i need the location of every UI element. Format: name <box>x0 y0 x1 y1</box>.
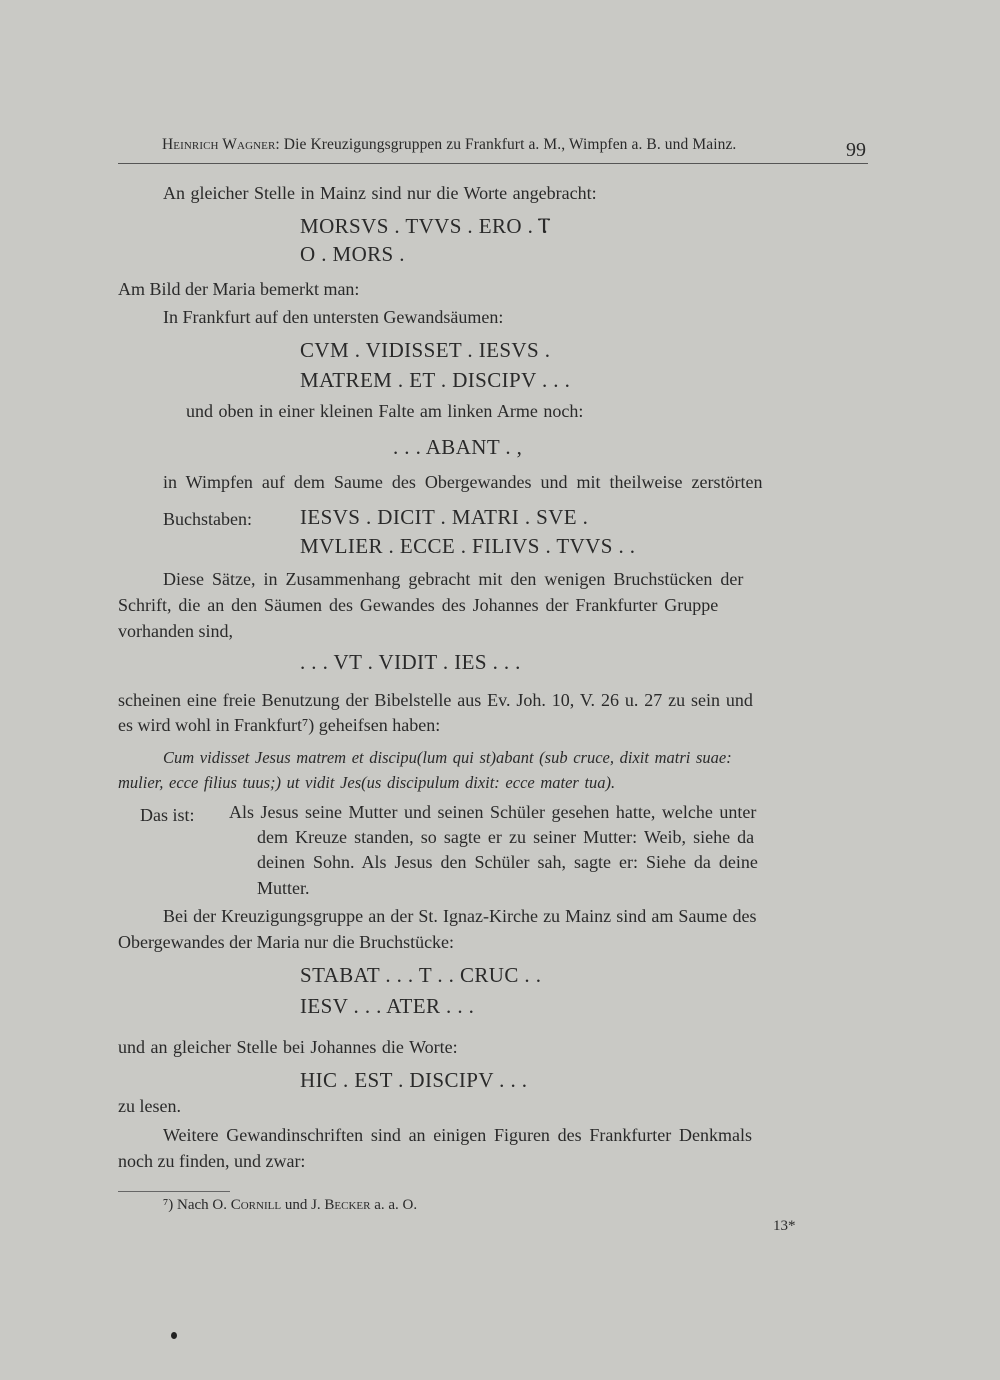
text-line: dem Kreuze standen, so sagte er zu seiner Mutter: Weib, siehe da <box>257 827 755 847</box>
text-line: In Frankfurt auf den untersten Gewandsäumen: <box>163 307 504 327</box>
footnote-mark: ⁷) <box>163 1197 174 1213</box>
inscription-line: . . . ABANT . , <box>393 435 523 459</box>
running-header <box>162 136 736 154</box>
footnote-rule <box>118 1191 230 1192</box>
inscription-line: MVLIER . ECCE . FILIVS . TVVS . . <box>300 534 636 558</box>
text-line: deinen Sohn. Als Jesus den Schüler sah, sagte er: Siehe da deine <box>257 852 758 872</box>
inscription-line <box>300 213 551 239</box>
ink-speck <box>171 1332 177 1339</box>
text-line: es wird wohl in Frankfurt⁷) geheifsen haben: <box>118 715 441 735</box>
footnote-author: Becker <box>324 1197 371 1213</box>
inscription-line: IESVS . DICIT . MATRI . SVE . <box>300 505 589 529</box>
text-line: vorhanden sind, <box>118 621 233 641</box>
inscription-line: O . MORS . <box>300 242 405 266</box>
text-line: Als Jesus seine Mutter und seinen Schüler gesehen hatte, welche unter <box>229 802 757 822</box>
text-line: und an gleicher Stelle bei Johannes die Worte: <box>118 1037 458 1057</box>
footnote-text: und J. <box>284 1197 321 1213</box>
text-line: Schrift, die an den Säumen des Gewandes des Johannes der Frankfurter Gruppe <box>118 595 719 615</box>
inscription-line: MATREM . ET . DISCIPV . . . <box>300 368 571 392</box>
text-line: Diese Sätze, in Zusammenhang gebracht mit den wenigen Bruchstücken der <box>163 569 744 589</box>
inscription-line: IESV . . . ATER . . . <box>300 994 475 1018</box>
text-line: Obergewandes der Maria nur die Bruchstücke: <box>118 932 455 952</box>
text-line: Buchstaben: <box>163 509 252 529</box>
text-line: scheinen eine freie Benutzung der Bibelstelle aus Ev. Joh. 10, V. 26 u. 27 zu sein und <box>118 690 753 710</box>
text-label: Das ist: <box>140 805 195 825</box>
inscription-line: HIC . EST . DISCIPV . . . <box>300 1068 528 1092</box>
footnote-text: a. a. O. <box>374 1197 418 1213</box>
cross-symbol-icon: Ⲧ <box>537 213 552 238</box>
footnote-text: Nach O. <box>176 1197 227 1213</box>
text-line: und oben in einer kleinen Falte am linken Arme noch: <box>186 401 584 421</box>
text-line: An gleicher Stelle in Mainz sind nur die Worte angebracht: <box>163 183 597 203</box>
header-author: Heinrich Wagner <box>162 136 276 153</box>
inscription-text: MORSVS . TVVS . ERO . <box>300 214 534 238</box>
text-line: Bei der Kreuzigungsgruppe an der St. Ignaz-Kirche zu Mainz sind am Saume des <box>163 906 757 926</box>
signature-mark: 13* <box>773 1218 796 1234</box>
inscription-line: STABAT . . . T . . CRUC . . <box>300 963 542 987</box>
text-line: Mutter. <box>257 878 310 898</box>
inscription-line: CVM . VIDISSET . IESVS . <box>300 338 551 362</box>
page-number: 99 <box>846 139 866 161</box>
header-rule <box>118 163 868 164</box>
text-line: noch zu finden, und zwar: <box>118 1151 306 1171</box>
text-line: Weitere Gewandinschriften sind an einigen Figuren des Frankfurter Denkmals <box>163 1125 752 1145</box>
text-line: zu lesen. <box>118 1096 181 1116</box>
footnote <box>163 1197 417 1214</box>
header-title: : Die Kreuzigungsgruppen zu Frankfurt a. M., Wimpfen a. B. und Mainz. <box>275 136 737 153</box>
latin-quote-line: mulier, ecce filius tuus;) ut vidit Jes(us discipulum dixit: ecce mater tua). <box>118 773 616 792</box>
latin-quote-line: Cum vidisset Jesus matrem et discipu(lum qui st)abant (sub cruce, dixit matri suae: <box>163 748 732 767</box>
text-line: Am Bild der Maria bemerkt man: <box>118 279 360 299</box>
inscription-line: . . . VT . VIDIT . IES . . . <box>300 650 521 674</box>
footnote-author: Cornill <box>230 1197 282 1213</box>
text-line: in Wimpfen auf dem Saume des Obergewandes und mit theilweise zerstörten <box>163 472 763 492</box>
